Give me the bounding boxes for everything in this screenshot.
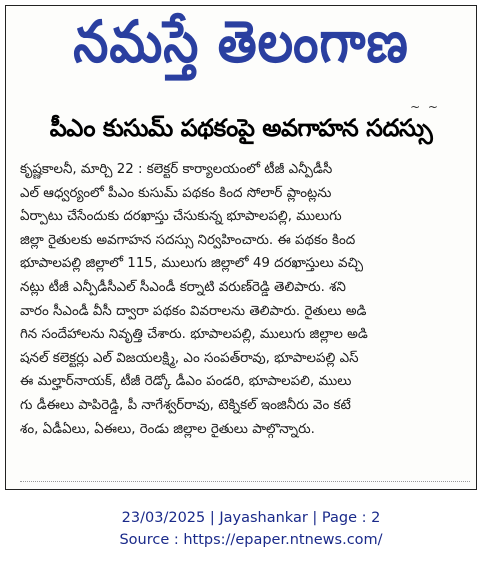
article-line: ఎల్ ఆధ్వర్యంలో పీఎం కుసుమ్ పథకం కింద సోలార్ ప్లాంట్లను xyxy=(20,185,332,201)
cut-off-text-fragment: ~ ~ xyxy=(410,100,440,114)
article-body xyxy=(20,158,472,441)
article-line: వారం సీఎండీ వీసీ ద్వారా పథకం వివరాలను తెలిపారు. రైతులు అడి xyxy=(20,303,367,319)
article-line: గిన సందేహాలను నివృత్తి చేశారు. భూపాలపల్లి, ములుగు జిల్లాల అడి xyxy=(20,327,368,343)
newspaper-clipping xyxy=(5,5,477,490)
masthead xyxy=(6,6,476,92)
article-line: ఏర్పాటు చేసేందుకు దరఖాస్తు చేసుకున్న భూపాలపల్లి, ములుగు xyxy=(20,209,342,225)
footer-date-edition: 23/03/2025 | Jayashankar | Page : 2 xyxy=(121,510,381,526)
article-line: నట్లు టీజీ ఎన్పీడీసీఎల్ సీఎండీ కర్నాటి వరుణ్‌రెడ్డి తెలిపారు. శని xyxy=(20,279,346,295)
article-line: జిల్లా రైతులకు అవగాహన సదస్సు నిర్వహించారు. ఈ పథకం కింద xyxy=(20,232,356,248)
article-line: భూపాలపల్లి జిల్లాలో 115, ములుగు జిల్లాలో 49 దరఖాస్తులు వచ్చి xyxy=(20,256,364,272)
article-line: శం, ఏడీఏలు, ఏఈలు, రెండు జిల్లాల రైతులు పాల్గొన్నారు. xyxy=(20,421,315,437)
article-line: గు డీఈలు పాపిరెడ్డి, పీ నాగేశ్వర్‌రావు, టెక్నికల్ ఇంజినీరు వెం కటే xyxy=(20,397,351,413)
cut-off-bottom-edge xyxy=(20,481,470,490)
masthead-title: నమస్తే తెలంగాణ xyxy=(73,8,409,75)
article-line: కృష్ణకాలనీ, మార్చి 22 : కలెక్టర్ కార్యాలయంలో టీజీ ఎన్పీడీసీ xyxy=(20,162,333,177)
article-headline: పీఎం కుసుమ్ పథకంపై అవగాహన సదస్సు xyxy=(49,114,433,142)
article-line: షనల్ కలెక్టర్లు ఎల్ విజయలక్ష్మి, ఎం సంపత్‌రావు, భూపాలపల్లి ఎస్ xyxy=(20,350,359,366)
article-line: ఈ మల్హార్‌నాయక్, టీజీ రెడ్కో డీఎం పండరి, భూపాలపలి, ములు xyxy=(20,374,352,390)
footer-source-link[interactable]: Source : https://epaper.ntnews.com/ xyxy=(119,532,383,548)
